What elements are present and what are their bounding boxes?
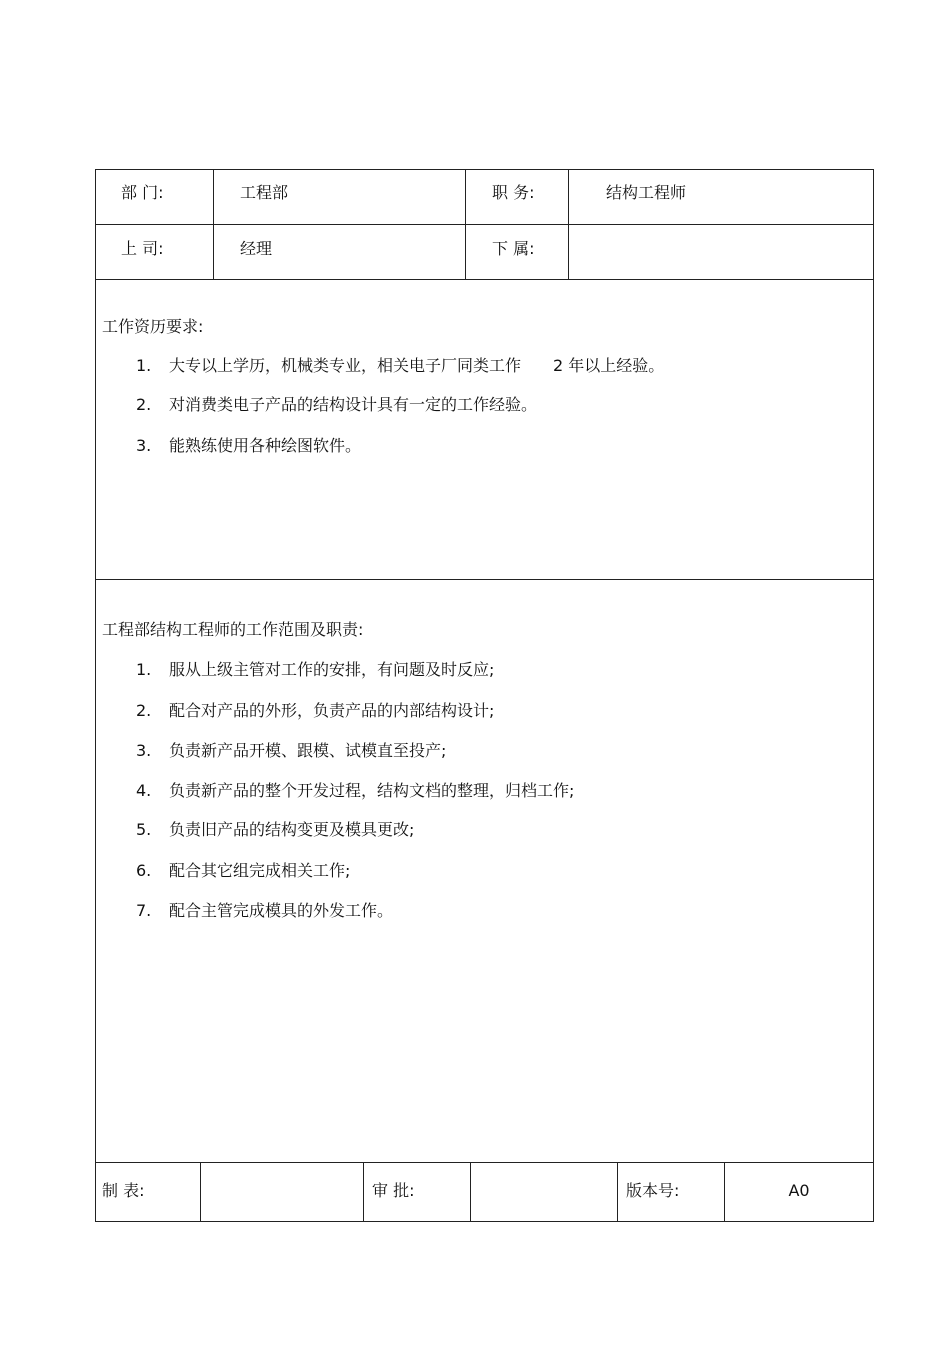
duty-item xyxy=(136,741,446,761)
supervisor-value: 经理 xyxy=(240,239,273,258)
qualification-item xyxy=(136,395,537,415)
duty-item xyxy=(136,781,574,801)
prepared-by-label: 制 表: xyxy=(102,1181,145,1200)
row-divider-4 xyxy=(95,1162,874,1163)
col-divider-header-3 xyxy=(568,169,569,279)
duty-item-text: 负责新产品开模、跟模、试模直至投产; xyxy=(169,741,447,760)
supervisor-label: 上 司: xyxy=(121,239,164,258)
duty-item xyxy=(136,701,494,721)
duty-item-text: 负责旧产品的结构变更及模具更改; xyxy=(169,820,415,839)
position-value: 结构工程师 xyxy=(606,183,687,202)
duties-title: 工程部结构工程师的工作范围及职责: xyxy=(102,620,364,639)
subordinate-label: 下 属: xyxy=(492,239,535,258)
duty-item xyxy=(136,660,494,680)
duty-item xyxy=(136,861,350,881)
qualification-item-text: 对消费类电子产品的结构设计具有一定的工作经验。 xyxy=(169,395,538,414)
duty-item-number: 5. xyxy=(136,820,152,839)
qualifications-title: 工作资历要求: xyxy=(102,317,204,336)
duty-item-number: 3. xyxy=(136,741,152,760)
qualification-item-number: 1. xyxy=(136,356,152,375)
qualification-item xyxy=(136,436,361,456)
row-divider-2 xyxy=(95,279,874,280)
col-divider-footer-1 xyxy=(200,1162,201,1222)
version-value: A0 xyxy=(788,1181,810,1200)
col-divider-header-1 xyxy=(213,169,214,279)
row-divider-1 xyxy=(95,224,874,225)
col-divider-footer-4 xyxy=(617,1162,618,1222)
version-label: 版本号: xyxy=(626,1181,680,1200)
duty-item-number: 7. xyxy=(136,901,152,920)
row-divider-3 xyxy=(95,579,874,580)
duty-item xyxy=(136,820,414,840)
qualification-item xyxy=(136,356,664,376)
col-divider-footer-3 xyxy=(470,1162,471,1222)
duty-item-text: 配合主管完成模具的外发工作。 xyxy=(169,901,394,920)
qualification-item-number: 2. xyxy=(136,395,152,414)
duty-item-number: 4. xyxy=(136,781,152,800)
qualification-item-text: 大专以上学历，机械类专业，相关电子厂同类工作 2 年以上经验。 xyxy=(169,356,665,375)
qualification-item-text: 能熟练使用各种绘图软件。 xyxy=(169,436,362,455)
duty-item-text: 配合其它组完成相关工作; xyxy=(169,861,351,880)
col-divider-footer-2 xyxy=(363,1162,364,1222)
job-description-table xyxy=(95,169,874,1222)
position-label: 职 务: xyxy=(492,183,535,202)
duty-item-number: 6. xyxy=(136,861,152,880)
duty-item-text: 配合对产品的外形，负责产品的内部结构设计; xyxy=(169,701,495,720)
duty-item-number: 2. xyxy=(136,701,152,720)
col-divider-header-2 xyxy=(465,169,466,279)
qualification-item-number: 3. xyxy=(136,436,152,455)
duty-item-text: 服从上级主管对工作的安排，有问题及时反应; xyxy=(169,660,495,679)
duty-item xyxy=(136,901,393,921)
duty-item-number: 1. xyxy=(136,660,152,679)
approved-by-label: 审 批: xyxy=(372,1181,415,1200)
duty-item-text: 负责新产品的整个开发过程，结构文档的整理，归档工作; xyxy=(169,781,575,800)
dept-label: 部 门: xyxy=(121,183,164,202)
dept-value: 工程部 xyxy=(240,183,289,202)
